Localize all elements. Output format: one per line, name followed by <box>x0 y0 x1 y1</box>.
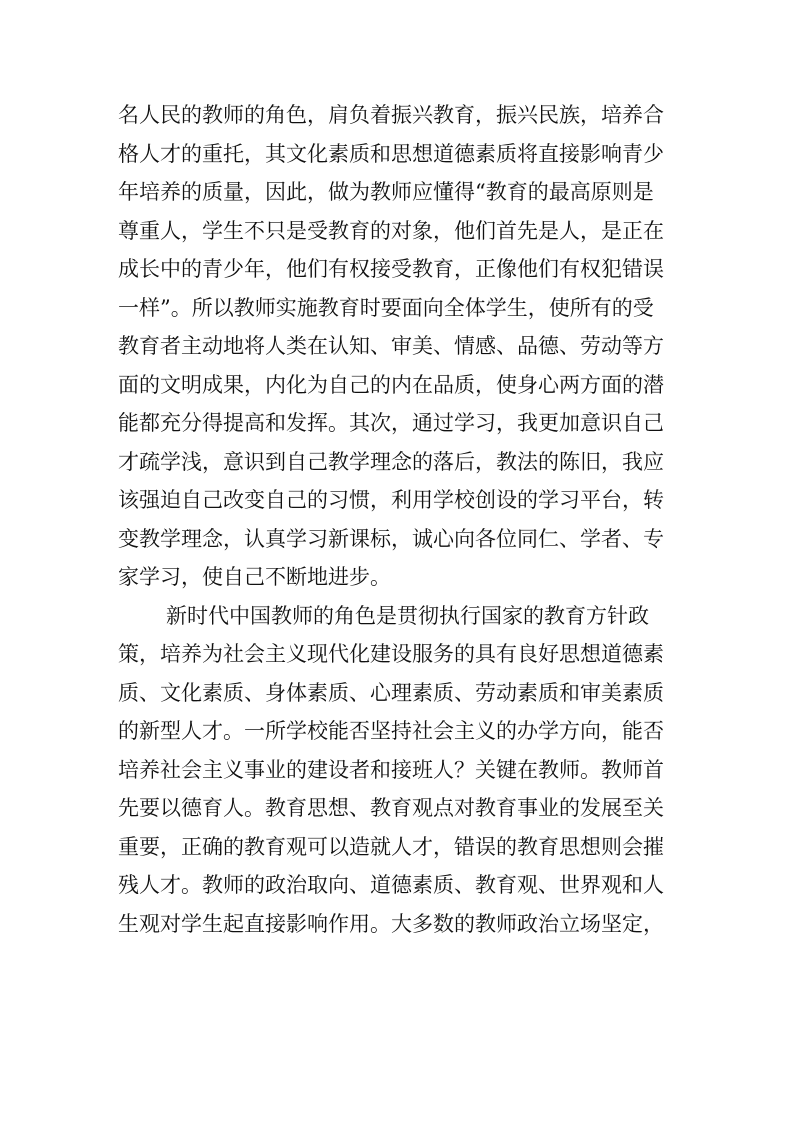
text-line: 策，培养为社会主义现代化建设服务的具有良好思想道德素 <box>118 642 664 666</box>
text-line: 一样”。所以教师实施教育时要面向全体学生，使所有的受 <box>118 295 654 320</box>
paragraph-teacher-role <box>118 597 694 944</box>
paragraph-continuation <box>118 96 694 597</box>
text-line: 能都充分得提高和发挥。其次，通过学习，我更加意识自己 <box>118 411 664 435</box>
body-text <box>118 96 694 943</box>
text-line: 变教学理念，认真学习新课标，诚心向各位同仁、学者、专 <box>118 526 664 551</box>
text-line: 才疏学浅，意识到自己教学理念的落后，教法的陈旧，我应 <box>118 449 664 474</box>
text-line: 格人才的重托，其文化素质和思想道德素质将直接影响青少 <box>118 141 664 166</box>
text-line: 成长中的青少年，他们有权接受教育，正像他们有权犯错误 <box>118 257 664 281</box>
text-line: 先要以德育人。教育思想、教育观点对教育事业的发展至关 <box>118 796 664 820</box>
text-line: 名人民的教师的角色，肩负着振兴教育，振兴民族，培养合 <box>118 103 664 127</box>
text-line: 该强迫自己改变自己的习惯，利用学校创设的学习平台，转 <box>118 488 664 512</box>
text-line: 教育者主动地将人类在认知、审美、情感、品德、劳动等方 <box>118 334 664 358</box>
text-line: 家学习，使自己不断地进步。 <box>118 565 391 589</box>
text-line: 年培养的质量，因此，做为教师应懂得“教育的最高原则是 <box>118 180 654 204</box>
text-line: 质、文化素质、身体素质、心理素质、劳动素质和审美素质 <box>118 680 664 705</box>
text-line: 残人才。教师的政治取向、道德素质、教育观、世界观和人 <box>118 873 664 897</box>
text-line: 重要，正确的教育观可以造就人才，错误的教育思想则会摧 <box>118 834 664 859</box>
text-line: 面的文明成果，内化为自己的内在品质，使身心两方面的潜 <box>118 372 664 397</box>
text-line-indented: 新时代中国教师的角色是贯彻执行国家的教育方针政 <box>166 603 649 628</box>
text-line: 培养社会主义事业的建设者和接班人？关键在教师。教师首 <box>118 757 664 782</box>
text-line: 尊重人，学生不只是受教育的对象，他们首先是人，是正在 <box>118 218 664 243</box>
text-line: 生观对学生起直接影响作用。大多数的教师政治立场坚定， <box>118 911 664 936</box>
text-line: 的新型人才。一所学校能否坚持社会主义的办学方向，能否 <box>118 719 664 743</box>
